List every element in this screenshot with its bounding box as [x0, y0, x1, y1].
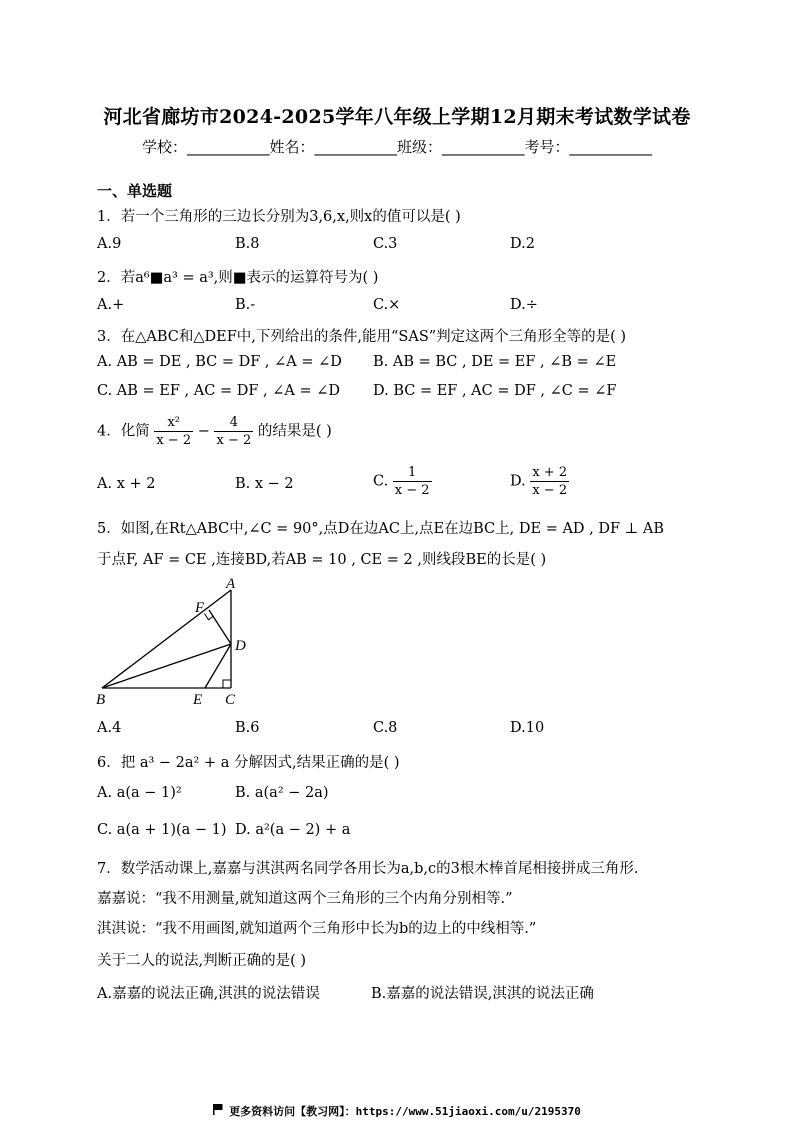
- right-angle-mark-c: [223, 680, 231, 688]
- section-heading: 一、单选题: [97, 182, 173, 200]
- question-2-option-a: A.+: [97, 297, 125, 313]
- question-4-minus: −: [197, 423, 210, 440]
- question-4-fraction-1: [154, 414, 193, 449]
- question-4-fraction-2: [214, 414, 253, 449]
- question-4-option-c: [373, 464, 432, 499]
- question-7-option-b: B.嘉嘉的说法错误,淇淇的说法正确: [371, 986, 594, 1002]
- triangle-figure: [90, 572, 260, 712]
- question-3-option-a: A. AB = DE , BC = DF , ∠A = ∠D: [97, 354, 342, 370]
- vertex-label-e: E: [193, 692, 203, 708]
- question-4-option-d: [510, 464, 569, 499]
- vertex-label-b: B: [96, 692, 106, 708]
- question-7-line-4: 关于二人的说法,判断正确的是( ): [97, 953, 307, 969]
- question-5-option-a: A.4: [97, 720, 122, 736]
- question-4-suffix: 的结果是( ): [257, 423, 332, 440]
- fraction-denominator: x − 2: [394, 483, 430, 498]
- question-1-option-a: A.9: [97, 236, 122, 252]
- footer-text: 更多资料访问【教习网】：https://www.51jiaoxi.com/u/2195370: [229, 1105, 581, 1118]
- question-7-option-a: A.嘉嘉的说法正确,淇淇的说法错误: [97, 986, 320, 1002]
- flag-icon: [213, 1104, 223, 1118]
- student-info-fields: 学校：___________姓名：___________班级：___________考号：___________: [141, 138, 652, 156]
- footer-link[interactable]: [0, 1103, 794, 1119]
- question-4-prefix: 4．化简: [97, 423, 150, 440]
- question-4-stem: [97, 414, 332, 449]
- question-6-option-a: A. a(a − 1)²: [97, 785, 182, 801]
- question-5-line-2: 于点F, AF = CE ,连接BD,若AB = 10 , CE = 2 ,则线段BE的长是( ): [97, 552, 547, 568]
- side-ab: [102, 590, 231, 688]
- question-2-option-d: D.÷: [510, 297, 538, 313]
- question-3-option-d: D. BC = EF , AC = DF , ∠C = ∠F: [373, 383, 617, 399]
- question-1-option-d: D.2: [510, 236, 535, 252]
- question-4-option-a: A. x + 2: [97, 476, 156, 492]
- option-label: C.: [373, 473, 389, 490]
- fraction-denominator: x − 2: [156, 433, 192, 448]
- question-3-option-b: B. AB = BC , DE = EF , ∠B = ∠E: [373, 354, 617, 370]
- fraction-denominator: x − 2: [216, 433, 252, 448]
- option-label: D.: [510, 473, 526, 490]
- segment-de: [205, 644, 231, 688]
- option-c-fraction: [393, 464, 432, 499]
- fraction-numerator: x + 2: [532, 465, 568, 480]
- question-4-option-b: B. x − 2: [235, 476, 294, 492]
- vertex-label-d: D: [235, 638, 246, 654]
- question-2-option-c: C.×: [373, 297, 401, 313]
- question-5-line-1: 5．如图,在Rt△ABC中,∠C = 90°,点D在边AC上,点E在边BC上, DE = AD , DF ⊥ AB: [97, 521, 665, 537]
- question-5-option-b: B.6: [235, 720, 260, 736]
- question-2-stem: 2．若a⁶■a³ = a³,则■表示的运算符号为( ): [97, 270, 379, 286]
- question-2-option-b: B.-: [235, 297, 256, 313]
- page-title: 河北省廊坊市2024-2025学年八年级上学期12月期末考试数学试卷: [103, 106, 691, 128]
- fraction-numerator: 1: [393, 464, 432, 482]
- question-7-line-2: 嘉嘉说：“我不用测量,就知道这两个三角形的三个内角分别相等.”: [97, 891, 513, 907]
- question-3-stem: 3．在△ABC和△DEF中,下列给出的条件,能用“SAS”判定这两个三角形全等的是( ): [97, 329, 627, 345]
- fraction-numerator: 4: [214, 414, 253, 432]
- question-5-option-c: C.8: [373, 720, 398, 736]
- question-1-option-c: C.3: [373, 236, 398, 252]
- question-5-option-d: D.10: [510, 720, 545, 736]
- vertex-label-a: A: [226, 576, 236, 592]
- question-3-option-c: C. AB = EF , AC = DF , ∠A = ∠D: [97, 383, 340, 399]
- fraction-numerator: x²: [154, 414, 193, 432]
- segment-df: [209, 610, 231, 644]
- question-6-stem: 6．把 a³ − 2a² + a 分解因式,结果正确的是( ): [97, 755, 400, 771]
- question-6-option-b: B. a(a² − 2a): [235, 785, 329, 801]
- question-7-line-3: 淇淇说：“我不用画图,就知道两个三角形中长为b的边上的中线相等.”: [97, 921, 537, 937]
- question-6-option-d: D. a²(a − 2) + a: [235, 822, 351, 838]
- vertex-label-c: C: [225, 692, 236, 708]
- option-d-fraction: [530, 464, 569, 499]
- question-7-line-1: 7．数学活动课上,嘉嘉与淇淇两名同学各用长为a,b,c的3根木棒首尾相接拼成三角形.: [97, 861, 639, 877]
- question-1-stem: 1．若一个三角形的三边长分别为3,6,x,则x的值可以是( ): [97, 209, 461, 225]
- question-1-option-b: B.8: [235, 236, 260, 252]
- question-6-option-c: C. a(a + 1)(a − 1): [97, 822, 227, 838]
- vertex-label-f: F: [195, 600, 205, 616]
- fraction-denominator: x − 2: [532, 483, 568, 498]
- segment-bd: [102, 644, 231, 688]
